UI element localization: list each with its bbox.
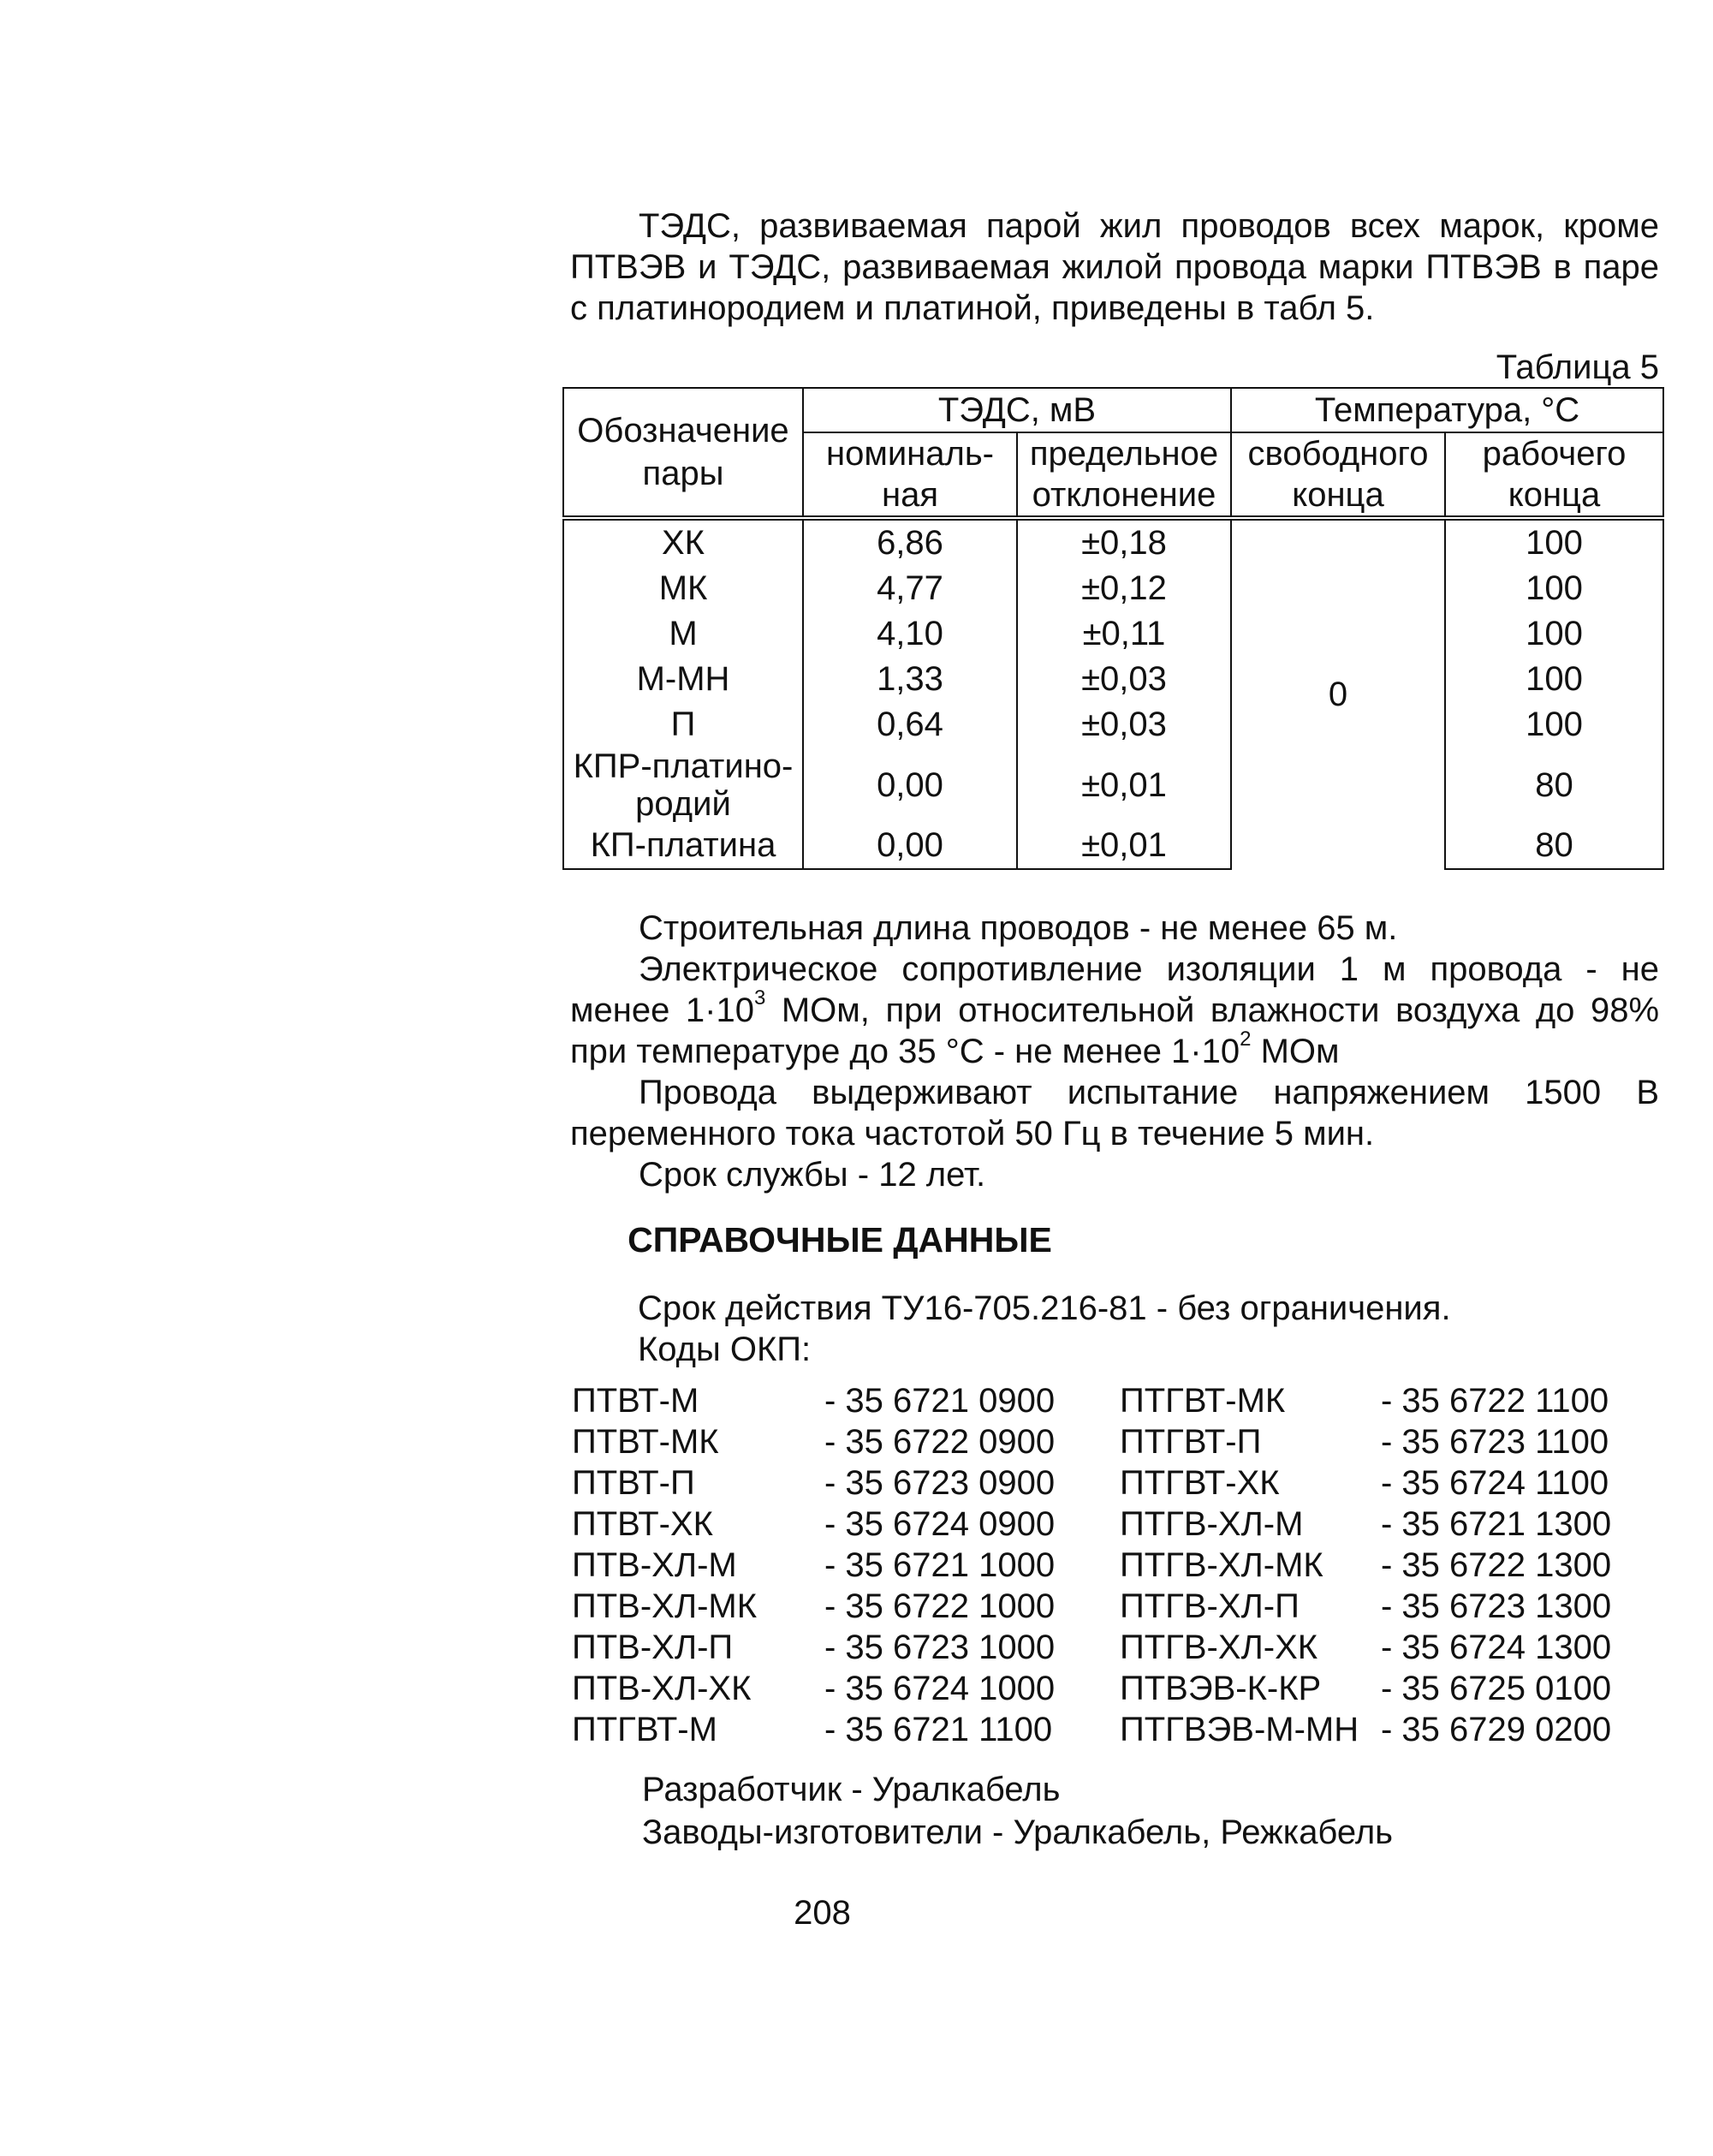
- code-value: - 35 6721 1000: [824, 1546, 1056, 1584]
- cell-pair: МК: [563, 566, 803, 611]
- code-name: ПТВ-ХЛ-ХК: [572, 1670, 752, 1707]
- cell-nominal: 4,77: [803, 566, 1017, 611]
- code-name: ПТВТ-М: [572, 1382, 699, 1420]
- header-teds-group: ТЭДС, мВ: [803, 388, 1231, 432]
- code-value: - 35 6722 0900: [824, 1423, 1056, 1461]
- code-name: ПТВ-ХЛ-М: [572, 1546, 737, 1584]
- code-value: - 35 6721 0900: [824, 1382, 1056, 1420]
- exponent: 2: [1240, 1027, 1252, 1051]
- code-name: ПТВЭВ-К-КР: [1120, 1670, 1322, 1707]
- code-value: - 35 6724 1300: [1381, 1629, 1612, 1666]
- cell-pair: КП-платина: [563, 823, 803, 869]
- cell-work-end: 100: [1445, 518, 1663, 566]
- code-value: - 35 6725 0100: [1381, 1670, 1612, 1707]
- table-row: [563, 747, 1663, 823]
- cell-deviation: ±0,12: [1017, 566, 1231, 611]
- cell-deviation: ±0,03: [1017, 702, 1231, 747]
- code-name: ПТВ-ХЛ-МК: [572, 1587, 758, 1625]
- code-value: - 35 6724 1000: [824, 1670, 1056, 1707]
- spec-insulation: [570, 949, 1659, 1072]
- code-name: ПТГВЭВ-М-МН: [1120, 1711, 1359, 1748]
- code-value: - 35 6723 1300: [1381, 1587, 1612, 1625]
- code-value: - 35 6724 1100: [1381, 1464, 1609, 1502]
- code-name: ПТВТ-МК: [572, 1423, 719, 1461]
- teds-table: [562, 387, 1664, 870]
- table-row: [563, 611, 1663, 657]
- cell-nominal: 1,33: [803, 657, 1017, 702]
- code-name: ПТГВТ-МК: [1120, 1382, 1286, 1420]
- header-nominal: номиналь-ная: [803, 432, 1017, 518]
- table-row: [563, 566, 1663, 611]
- cell-deviation: ±0,01: [1017, 823, 1231, 869]
- code-value: - 35 6729 0200: [1381, 1711, 1612, 1748]
- header-work-end: рабочего конца: [1445, 432, 1663, 518]
- spec-insulation-part: Электрическое сопротивление изоляции 1 м провода - не менее 1·10: [570, 950, 1659, 1029]
- cell-nominal: 0,00: [803, 823, 1017, 869]
- code-name: ПТВТ-П: [572, 1464, 695, 1502]
- intro-paragraph: [570, 205, 1659, 329]
- cell-nominal: 6,86: [803, 518, 1017, 566]
- cell-nominal: 0,00: [803, 747, 1017, 823]
- table-row: [563, 702, 1663, 747]
- code-value: - 35 6722 1100: [1381, 1382, 1609, 1420]
- header-temperature-group: Температура, °С: [1231, 388, 1663, 432]
- code-value: - 35 6723 0900: [824, 1464, 1056, 1502]
- cell-work-end: 80: [1445, 747, 1663, 823]
- reference-heading: СПРАВОЧНЫЕ ДАННЫЕ: [628, 1220, 1052, 1260]
- cell-deviation: ±0,11: [1017, 611, 1231, 657]
- spec-insulation-part: МОм, при относительной влажности воздуха до 98% при температуре до 35 °С - не менее 1·10: [570, 992, 1660, 1070]
- specifications: [570, 908, 1659, 1195]
- manufacturers-text: Заводы-изготовители - Уралкабель, Режкабель: [642, 1814, 1393, 1851]
- cell-pair: М-МН: [563, 657, 803, 702]
- header-free-end: свободного конца: [1231, 432, 1445, 518]
- cell-pair: ХК: [563, 518, 803, 566]
- code-name: ПТГВ-ХЛ-М: [1120, 1505, 1304, 1543]
- header-deviation: предельное отклонение: [1017, 432, 1231, 518]
- cell-work-end: 100: [1445, 702, 1663, 747]
- cell-work-end: 100: [1445, 566, 1663, 611]
- code-value: - 35 6721 1100: [824, 1711, 1053, 1748]
- code-name: ПТГВ-ХЛ-П: [1120, 1587, 1300, 1625]
- code-name: ПТГВ-ХЛ-ХК: [1120, 1629, 1318, 1666]
- table-body: [563, 518, 1663, 869]
- table-caption: Таблица 5: [1496, 348, 1659, 386]
- cell-deviation: ±0,03: [1017, 657, 1231, 702]
- cell-deviation: ±0,01: [1017, 747, 1231, 823]
- code-name: ПТВТ-ХК: [572, 1505, 713, 1543]
- table-header: [563, 388, 1663, 518]
- table-row: [563, 518, 1663, 566]
- intro-text: ТЭДС, развиваемая парой жил проводов всех марок, кроме ПТВЭВ и ТЭДС, развиваемая жилой провода марки ПТВЭВ в паре с платинородием и платиной, приведены в табл 5.: [570, 207, 1659, 327]
- cell-free-end: 0: [1231, 518, 1445, 869]
- code-name: ПТГВТ-П: [1120, 1423, 1262, 1461]
- table-row: [563, 823, 1663, 869]
- exponent: 3: [753, 986, 766, 1010]
- cell-pair: П: [563, 702, 803, 747]
- code-name: ПТГВ-ХЛ-МК: [1120, 1546, 1323, 1584]
- code-name: ПТГВТ-ХК: [1120, 1464, 1280, 1502]
- spec-length: Строительная длина проводов - не менее 65 м.: [639, 909, 1398, 947]
- code-name: ПТВ-ХЛ-П: [572, 1629, 734, 1666]
- page-number: [0, 1892, 1713, 1933]
- spec-insulation-part: МОм: [1251, 1033, 1340, 1070]
- cell-nominal: 0,64: [803, 702, 1017, 747]
- code-value: - 35 6722 1000: [824, 1587, 1056, 1625]
- cell-pair: КПР-платино-родий: [563, 747, 803, 823]
- spec-service-life: Срок службы - 12 лет.: [639, 1156, 986, 1194]
- cell-work-end: 100: [1445, 611, 1663, 657]
- validity-text: Срок действия ТУ16-705.216-81 - без ограничения.: [638, 1289, 1451, 1327]
- cell-nominal: 4,10: [803, 611, 1017, 657]
- code-value: - 35 6723 1100: [1381, 1423, 1609, 1461]
- cell-deviation: ±0,18: [1017, 518, 1231, 566]
- developer-text: Разработчик - Уралкабель: [642, 1771, 1061, 1808]
- code-value: - 35 6723 1000: [824, 1629, 1056, 1666]
- code-value: - 35 6724 0900: [824, 1505, 1056, 1543]
- code-name: ПТГВТ-М: [572, 1711, 717, 1748]
- cell-work-end: 100: [1445, 657, 1663, 702]
- table-row: [563, 657, 1663, 702]
- cell-work-end: 80: [1445, 823, 1663, 869]
- code-value: - 35 6722 1300: [1381, 1546, 1612, 1584]
- page-number-text: 208: [794, 1894, 851, 1932]
- spec-voltage: Провода выдерживают испытание напряжением 1500 В переменного тока частотой 50 Гц в течение 5 мин.: [570, 1074, 1659, 1152]
- code-value: - 35 6721 1300: [1381, 1505, 1612, 1543]
- cell-pair: М: [563, 611, 803, 657]
- header-pair: Обозначение пары: [563, 388, 803, 518]
- okp-codes-label: Коды ОКП:: [638, 1331, 812, 1368]
